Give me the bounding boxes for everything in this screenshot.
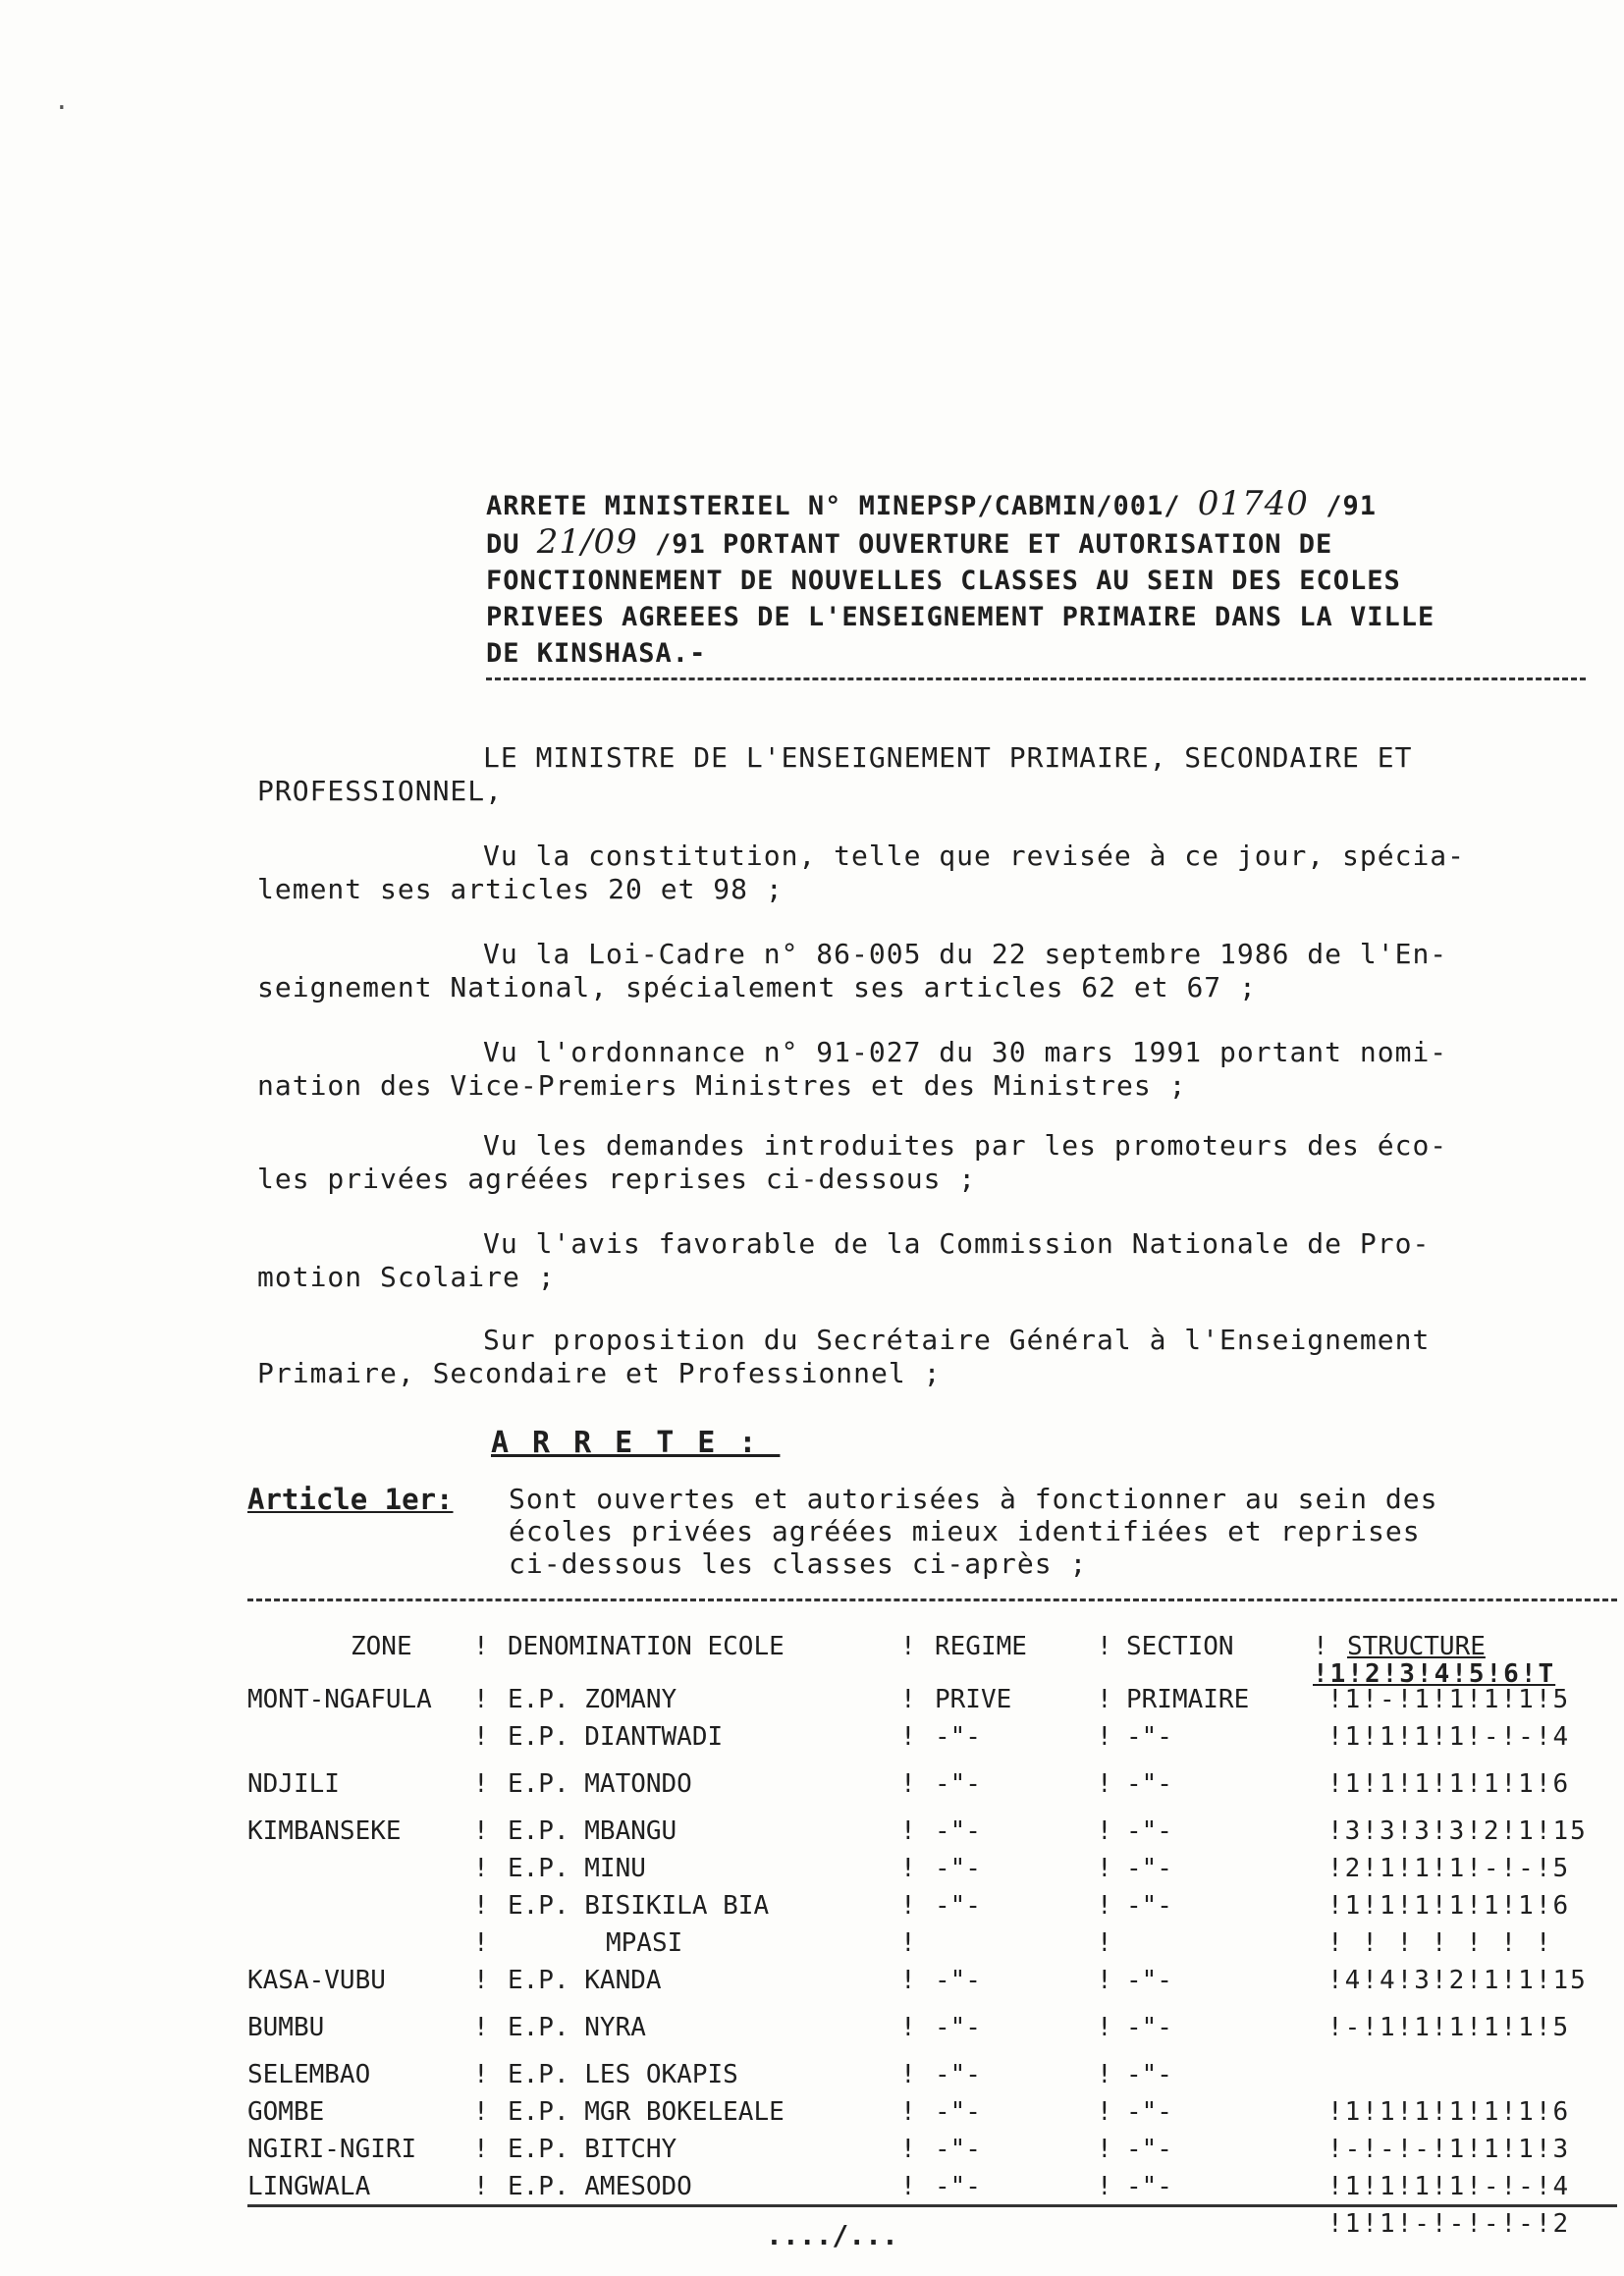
table-row: SELEMBAO ! E.P. LES OKAPIS ! -"- ! -"- [247,2060,1172,2089]
header-structure: STRUCTURE [1347,1632,1486,1661]
table-row: KASA-VUBU ! E.P. KANDA ! -"- ! -"- !4!4!3!2!1!1!15 [247,1966,1588,1995]
table-row: ! E.P. MINU ! -"- ! -"- !2!1!1!1!-!-!5 [473,1854,1571,1883]
header-ecole: DENOMINATION ECOLE [508,1632,785,1661]
header-structure-cols: !1!2!3!4!5!6!T [1313,1659,1556,1689]
table-bottom-rule [247,2204,1617,2207]
header-line-5: DE KINSHASA.- [486,638,707,669]
header-divider [486,677,1586,680]
schools-table [247,1612,1617,2243]
table-row: ! E.P. BISIKILA BIA ! -"- ! -"- !1!1!1!1!1!1!6 [473,1891,1571,1921]
preamble-paragraph: Vu les demandes introduites par les promoteurs des éco- les privées agréées reprises ci-dessous ; [257,1129,1448,1195]
decree-header [486,486,1586,672]
table-row: LINGWALA ! E.P. AMESODO ! -"- ! -"- !1!1!1!1!-!-!4 [247,2172,1571,2201]
preamble-paragraph: LE MINISTRE DE L'ENSEIGNEMENT PRIMAIRE, SECONDAIRE ET PROFESSIONNEL, [257,741,1413,807]
header-section: SECTION [1126,1632,1234,1661]
header-regime: REGIME [935,1632,1027,1661]
table-row: NGIRI-NGIRI ! E.P. BITCHY ! -"- ! -"- !-!-!-!1!1!1!3 [247,2135,1571,2164]
article-label: Article 1er: [247,1483,454,1516]
table-row: GOMBE ! E.P. MGR BOKELEALE ! -"- ! -"- !1!1!1!1!1!1!6 [247,2097,1571,2127]
header-line-3: FONCTIONNEMENT DE NOUVELLES CLASSES AU SEIN DES ECOLES [486,566,1401,596]
table-row: MONT-NGAFULA ! E.P. ZOMANY ! PRIVE ! PRIMAIRE !1!-!1!1!1!1!5 [247,1685,1571,1714]
header-line-1: ARRETE MINISTERIEL N° MINEPSP/CABMIN/001/ 01740 /91 [486,484,1377,523]
preamble-paragraph: Vu l'avis favorable de la Commission Nationale de Pro- motion Scolaire ; [257,1227,1431,1293]
article-text: Sont ouvertes et autorisées à fonctionner au sein des écoles privées agréées mieux identifiées et reprises ci-dessous les classes ci-après ; [509,1483,1438,1580]
table-row: ! MPASI ! ! ! ! ! ! ! ! ! [473,1928,1553,1958]
handwritten-date: 21/09 [536,522,638,562]
table-row: ! E.P. DIANTWADI ! -"- ! -"- !1!1!1!1!-!-!4 [473,1722,1571,1752]
continuation-mark: ..../... [766,2219,898,2251]
handwritten-number: 01740 [1197,484,1309,523]
table-row: BUMBU ! E.P. NYRA ! -"- ! -"- !-!1!1!1!1!1!5 [247,2013,1571,2042]
header-line-2: DU 21/09 /91 PORTANT OUVERTURE ET AUTORISATION DE [486,522,1333,562]
table-top-rule [247,1599,1617,1601]
header-zone: ZONE [351,1632,412,1661]
header-line-4: PRIVEES AGREEES DE L'ENSEIGNEMENT PRIMAIRE DANS LA VILLE [486,602,1435,632]
preamble-paragraph: Vu la Loi-Cadre n° 86-005 du 22 septembre 1986 de l'En- seignement National, spécialement ses articles 62 et 67 ; [257,938,1448,1003]
table-row: !1!1!-!-!-!-!2 [1327,2209,1571,2239]
table-row: NDJILI ! E.P. MATONDO ! -"- ! -"- !1!1!1!1!1!1!6 [247,1769,1571,1799]
scan-mark: · [54,93,70,123]
table-row: KIMBANSEKE ! E.P. MBANGU ! -"- ! -"- !3!3!3!3!2!1!15 [247,1816,1588,1846]
preamble-paragraph: Vu l'ordonnance n° 91-027 du 30 mars 1991 portant nomi- nation des Vice-Premiers Ministres et des Ministres ; [257,1036,1448,1102]
arrete-heading: ARRETE: [491,1426,781,1460]
table-header-row: ZONE ! DENOMINATION ECOLE ! REGIME ! SECTION ! STRUCTURE !1!2!3!4!5!6!T [351,1632,1556,1689]
preamble-paragraph: Vu la constitution, telle que revisée à ce jour, spécia- lement ses articles 20 et 98 ; [257,840,1466,905]
preamble-paragraph: Sur proposition du Secrétaire Général à l'Enseignement Primaire, Secondaire et Professionnel ; [257,1324,1431,1389]
